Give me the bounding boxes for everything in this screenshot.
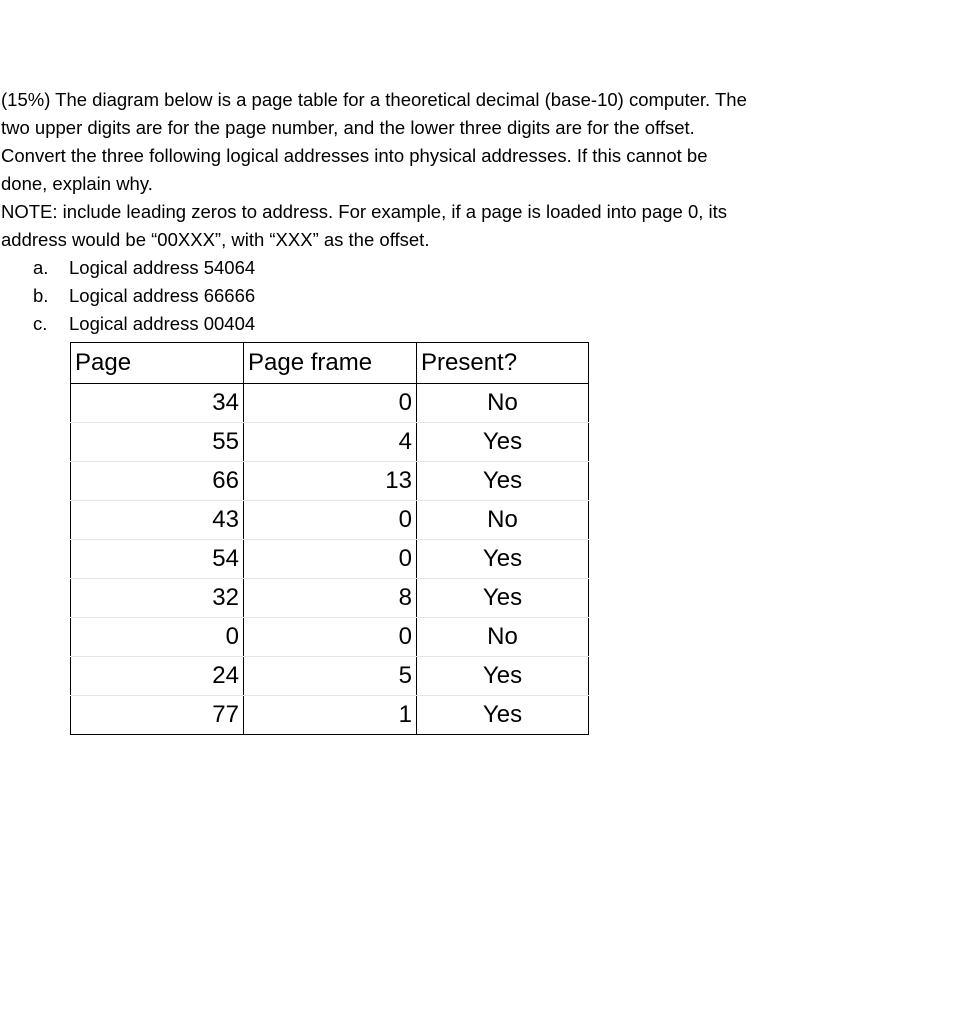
page-table (70, 342, 589, 735)
header-page: Page (71, 343, 244, 384)
cell-frame: 0 (244, 501, 417, 540)
list-item-text: Logical address 54064 (69, 257, 256, 278)
table-row (71, 696, 589, 735)
table-row (71, 384, 589, 423)
table-row (71, 618, 589, 657)
cell-frame: 0 (244, 618, 417, 657)
cell-present: Yes (417, 423, 589, 462)
cell-page: 24 (71, 657, 244, 696)
cell-present: Yes (417, 696, 589, 735)
cell-present: Yes (417, 657, 589, 696)
document-body (1, 86, 961, 338)
table-row (71, 657, 589, 696)
list-item (1, 310, 961, 338)
header-page-frame: Page frame (244, 343, 417, 384)
header-present: Present? (417, 343, 589, 384)
cell-frame: 1 (244, 696, 417, 735)
question-line: done, explain why. (1, 173, 153, 194)
cell-page: 66 (71, 462, 244, 501)
cell-page: 34 (71, 384, 244, 423)
list-item-text: Logical address 00404 (69, 313, 256, 334)
note-line: NOTE: include leading zeros to address. For example, if a page is loaded into page 0, its (1, 201, 728, 222)
note-line: address would be “00XXX”, with “XXX” as the offset. (1, 229, 430, 250)
question-line: Convert the three following logical addresses into physical addresses. If this cannot be (1, 145, 708, 166)
cell-present: Yes (417, 540, 589, 579)
cell-frame: 8 (244, 579, 417, 618)
cell-page: 0 (71, 618, 244, 657)
list-item (1, 254, 961, 282)
cell-page: 77 (71, 696, 244, 735)
question-text (1, 86, 961, 254)
table-row (71, 540, 589, 579)
cell-present: No (417, 618, 589, 657)
cell-page: 43 (71, 501, 244, 540)
cell-frame: 4 (244, 423, 417, 462)
question-line: two upper digits are for the page number, and the lower three digits are for the offset. (1, 117, 695, 138)
list-marker: c. (33, 313, 48, 334)
cell-page: 55 (71, 423, 244, 462)
cell-present: Yes (417, 579, 589, 618)
cell-frame: 5 (244, 657, 417, 696)
cell-present: No (417, 384, 589, 423)
cell-frame: 0 (244, 384, 417, 423)
address-list (1, 254, 961, 338)
list-item-text: Logical address 66666 (69, 285, 256, 306)
table-row (71, 579, 589, 618)
cell-frame: 13 (244, 462, 417, 501)
list-marker: b. (33, 285, 49, 306)
cell-page: 32 (71, 579, 244, 618)
question-line: (15%) The diagram below is a page table for a theoretical decimal (base-10) computer. The (1, 89, 747, 110)
table-row (71, 423, 589, 462)
cell-frame: 0 (244, 540, 417, 579)
list-marker: a. (33, 257, 49, 278)
table-row (71, 501, 589, 540)
cell-page: 54 (71, 540, 244, 579)
cell-present: No (417, 501, 589, 540)
table-row (71, 462, 589, 501)
cell-present: Yes (417, 462, 589, 501)
list-item (1, 282, 961, 310)
table-header-row (71, 343, 589, 384)
